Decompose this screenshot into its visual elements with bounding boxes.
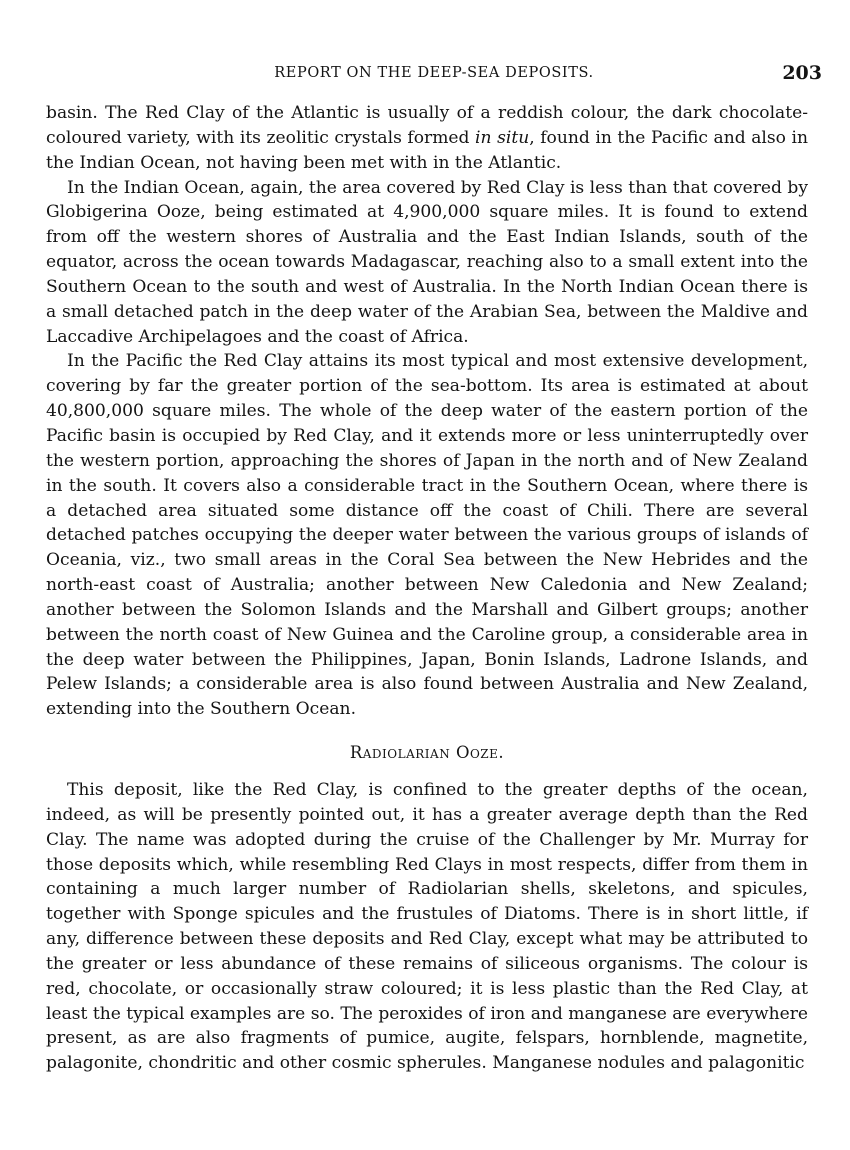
running-header: [46, 62, 822, 86]
page-number: 203: [782, 62, 822, 84]
paragraph-atlantic-text-a: basin. The Red Clay of the Atlantic is usually of a reddish colour, the dark chocolate-coloured variety, with its zeolitic crystals formed: [46, 103, 808, 148]
red-clay-text: [46, 101, 808, 722]
paragraph-atlantic-text-b: , found in the Pacific and also in the Indian Ocean, not having been met with in the Atlantic.: [46, 127, 808, 173]
italic-in-situ: in situ: [475, 127, 530, 148]
paragraph-pacific: In the Pacific the Red Clay attains its most typical and most extensive development, covering by far the greater portion of the sea-bottom. Its area is estimated at about 40,800,000 square miles. The whole of the deep water of the eastern portion of the Pacific basin is occupied by Red Clay, and it extends more or less uninterruptedly over the western portion, approaching the shores of Japan in the north and of New Zealand in the south. It covers also a considerable tract in the Southern Ocean, where there is a detached area situated some distance off the coast of Chili. There are several detached patches occupying the deeper water between the various groups of islands of Oceania, viz., two small areas in the Coral Sea between the New Hebrides and the north-east coast of Australia; another between New Caledonia and New Zealand; another between the Solomon Islands and the Marshall and Gilbert groups; another between the north coast of New Guinea and the Caroline group, a considerable area in the deep water between the Philippines, Japan, Bonin Islands, Ladrone Islands, and Pelew Islands; a considerable area is also found between Australia and New Zealand, extending into the Southern Ocean.: [46, 351, 808, 720]
paragraph-indian-ocean: In the Indian Ocean, again, the area covered by Red Clay is less than that covered by Globigerina Ooze, being estimated at 4,900,000 square miles. It is found to extend from off the western shores of Australia and the East Indian Islands, south of the equator, across the ocean towards Madagascar, reaching also to a small extent into the Southern Ocean to the south and west of Australia. In the North Indian Ocean there is a small detached patch in the deep water of the Arabian Sea, between the Maldive and Laccadive Archipelagoes and the coast of Africa.: [46, 177, 808, 347]
running-title: REPORT ON THE DEEP-SEA DEPOSITS.: [274, 65, 594, 81]
radiolarian-ooze-text: [46, 778, 808, 1076]
section-heading-radiolarian-ooze: Radiolarian Ooze.: [349, 743, 505, 762]
paragraph-atlantic: [46, 101, 808, 176]
paragraph-radiolarian-ooze: This deposit, like the Red Clay, is confined to the greater depths of the ocean, indeed, as will be presently pointed out, it has a greater average depth than the Red Clay. The name was adopted during the cruise of the Challenger by Mr. Murray for those deposits which, while resembling Red Clays in most respects, differ from them in containing a much larger number of Radiolarian shells, skeletons, and spicules, together with Sponge spicules and the frustules of Diatoms. There is in short little, if any, difference between these deposits and Red Clay, except what may be attributed to the greater or less abundance of these remains of siliceous organisms. The colour is red, chocolate, or occasionally straw coloured; it is less plastic than the Red Clay, at least the typical examples are so. The peroxides of iron and manganese are everywhere present, as are also fragments of pumice, augite, felspars, hornblende, magnetite, palagonite, chondritic and other cosmic spherules. Manganese nodules and palagonitic: [46, 780, 808, 1074]
